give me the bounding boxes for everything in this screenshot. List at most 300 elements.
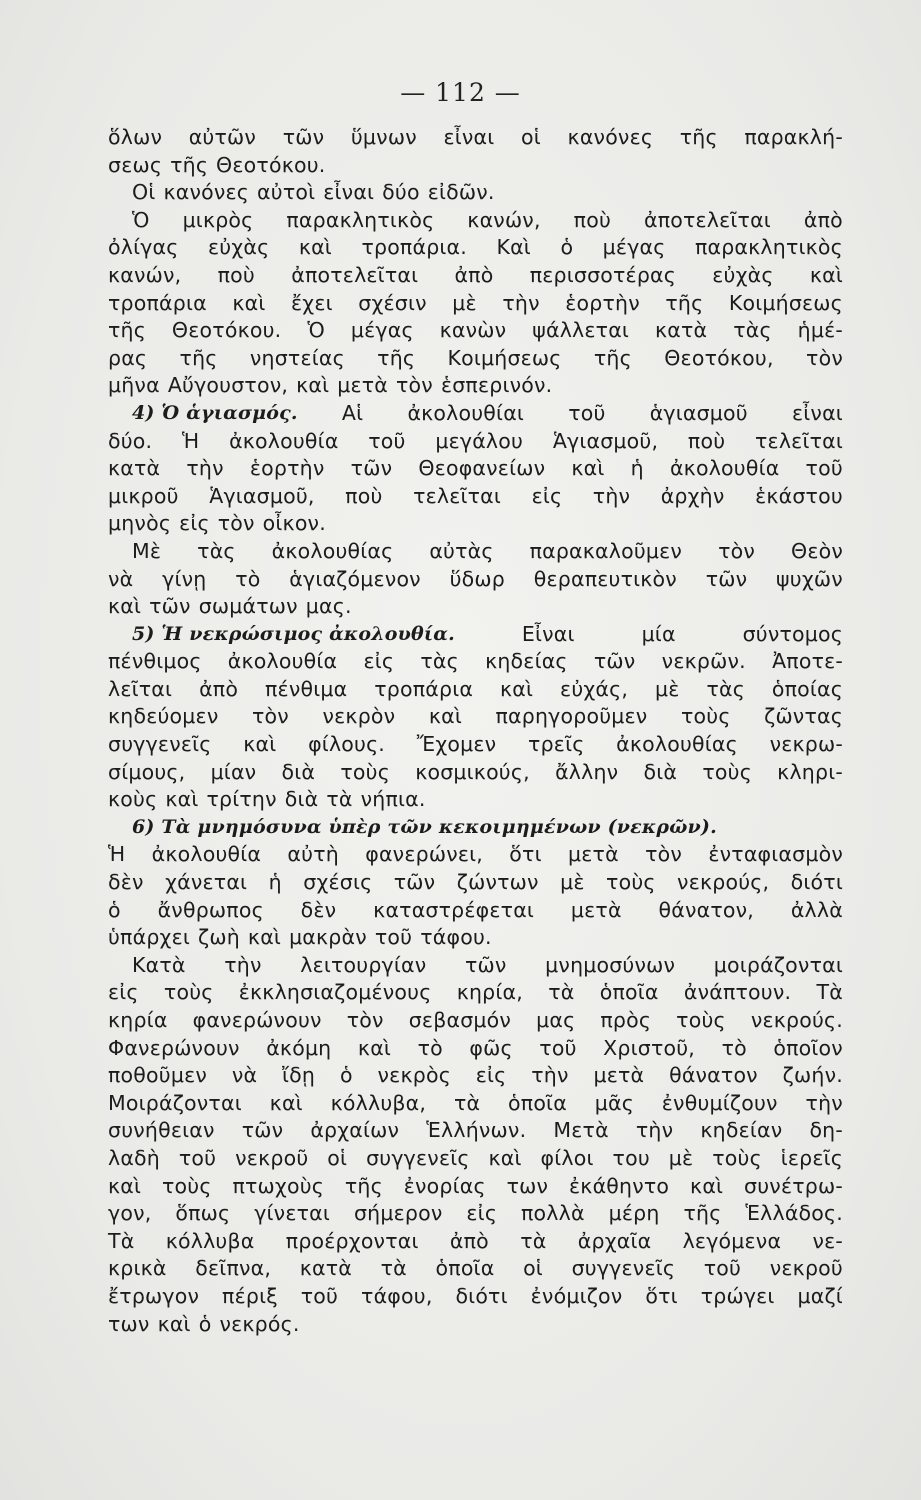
word: σωμάτων: [198, 594, 298, 619]
word: τελεῖται: [413, 483, 502, 508]
text-line: [108, 152, 843, 180]
word: Κατὰ: [132, 952, 186, 977]
word: τὸ: [721, 1035, 747, 1060]
word: μέγας: [350, 318, 414, 343]
word: ὁ: [339, 1063, 353, 1088]
word: κανών,: [467, 207, 541, 232]
text-line: [108, 400, 843, 428]
word: Ἡ: [182, 428, 200, 453]
word: τῶν: [393, 870, 436, 895]
word: Ὁ: [132, 207, 150, 232]
word: ποὺ: [573, 207, 612, 232]
word: ἐκκλησιαζομένους: [238, 980, 432, 1005]
text-line: [108, 1228, 843, 1256]
word: μέγας: [602, 235, 666, 260]
word: οἶκον.: [262, 511, 326, 536]
word: κατὰ: [108, 456, 161, 481]
text-line: [108, 290, 843, 318]
text-line: [108, 538, 843, 566]
section-heading: 4) Ὁ ἁγιασμός.: [132, 401, 298, 424]
page-number: — 112 —: [400, 78, 521, 107]
word: Θεοφανείων: [418, 456, 546, 481]
word: ἀκολουθίαι: [407, 400, 525, 425]
text-line: [108, 1283, 843, 1311]
word: ἑορτὴν: [249, 456, 325, 481]
word: οἱ: [523, 1256, 543, 1281]
word: διότι: [455, 1283, 508, 1308]
word: νηστείας: [249, 345, 345, 370]
word: εὐχὰς: [207, 235, 270, 260]
word: κηδεύομεν: [108, 704, 219, 729]
text-line: [108, 372, 843, 400]
word: ὅπως: [175, 1201, 231, 1226]
word: τοῦ: [539, 1035, 577, 1060]
word: ρας: [108, 345, 148, 370]
word: τοῦ: [805, 456, 843, 481]
word: λεγόμενα: [682, 1228, 782, 1253]
word: τῆς: [108, 318, 146, 343]
word: Καὶ: [496, 235, 531, 260]
word: δύο: [382, 180, 420, 205]
word: ὕμνων: [350, 125, 417, 149]
word: θάνατον: [669, 1063, 758, 1088]
text-line: [108, 1311, 843, 1339]
word: Οἱ: [132, 180, 156, 205]
text-line: [108, 924, 843, 952]
word: ὅτι: [645, 1283, 678, 1308]
text-line: [108, 676, 843, 704]
text-line: [108, 897, 843, 925]
word: ἀρχαῖα: [577, 1228, 652, 1253]
word: ὅλων: [108, 125, 163, 149]
word: ὁποῖα: [599, 980, 659, 1005]
word: ἀκολουθίας: [616, 732, 738, 757]
word: τῶν: [350, 456, 393, 481]
word: Θεοτόκου,: [664, 345, 774, 370]
word: νεκρούς.: [750, 1008, 843, 1032]
word: ἡ: [630, 456, 644, 481]
word: ὁ: [198, 1311, 212, 1336]
word: Κοιμήσεως: [728, 290, 843, 315]
word: τοὺς: [162, 1173, 212, 1198]
word: τοὺς: [712, 1145, 762, 1170]
word: συνέτρω-: [744, 1173, 843, 1198]
text-line: [108, 455, 843, 483]
word: Ἁγιασμοῦ,: [552, 428, 659, 453]
word: τὸν: [252, 704, 289, 729]
text-line: [108, 1145, 843, 1173]
word: τοῦ: [368, 428, 406, 453]
word: μῆνα: [108, 373, 160, 398]
word: περισσοτέρας: [529, 262, 676, 287]
word: τὰ: [326, 787, 353, 812]
word: τὸν: [396, 373, 433, 398]
word: τοῦ: [300, 1283, 339, 1308]
word: τὰς: [420, 649, 459, 674]
word: ἀκολουθία: [227, 649, 338, 674]
word: ἄλλην: [555, 759, 619, 784]
word: καὶ: [488, 1145, 522, 1170]
word: κανόνες: [567, 125, 654, 149]
word: μετὰ: [593, 1063, 645, 1088]
word: τοὺς: [340, 759, 390, 784]
word: κηδείαν: [700, 1118, 783, 1143]
word: εὐχάς,: [560, 676, 629, 701]
word: τῆς: [377, 345, 416, 370]
word: εὐχὰς: [712, 262, 774, 287]
word: ὁποῖον: [773, 1035, 843, 1060]
word: κοσμικούς,: [415, 759, 530, 784]
text-line: [108, 207, 843, 235]
word: ἄνθρωπος: [157, 897, 264, 922]
word: μετὰ: [568, 842, 619, 867]
text-line: [108, 1200, 843, 1228]
text-line: [108, 1090, 843, 1118]
word: τάφου.: [420, 925, 492, 950]
word: Χριστοῦ,: [603, 1035, 696, 1060]
word: μέρη: [608, 1201, 660, 1226]
word: καὶ: [357, 1035, 392, 1060]
word: τοῦ: [568, 400, 606, 425]
text-line: [108, 759, 843, 787]
word: τροπάρια: [108, 290, 207, 315]
word: σύντομος: [742, 621, 843, 646]
word: τελεῖται: [755, 428, 843, 453]
word: Φανερώνουν: [108, 1035, 240, 1060]
word: εἰς: [475, 1063, 507, 1088]
word: καὶ: [247, 925, 282, 950]
text-line: [108, 731, 843, 759]
word: τὰ: [520, 1228, 547, 1253]
word: παρακλή-: [744, 125, 843, 149]
word: τὸ: [417, 1035, 443, 1060]
word: συνήθειαν: [108, 1118, 215, 1143]
word: κρικὰ: [108, 1256, 167, 1281]
word: καταστρέφεται: [373, 897, 535, 922]
word: τοὺς: [702, 759, 752, 784]
word: πένθιμα: [265, 676, 348, 701]
text-line: [108, 869, 843, 897]
text-line: [108, 1255, 843, 1283]
word: μὲ: [668, 1145, 694, 1170]
word: αὐτὴ: [287, 842, 339, 867]
word: τὰς: [197, 538, 236, 563]
word: οἱ: [521, 125, 541, 149]
word: μικροῦ: [108, 483, 179, 508]
word: Θεὸν: [790, 538, 843, 563]
word: ὕδωρ: [449, 566, 505, 591]
word: μὲ: [560, 870, 585, 895]
word: των: [108, 1311, 150, 1336]
word: ἡμέ-: [797, 318, 843, 343]
word: τοὺς: [163, 980, 214, 1005]
word: νεκροῦ: [769, 1256, 843, 1281]
text-line: [108, 1007, 843, 1035]
word: διότι: [790, 870, 843, 895]
word: Ἑλλήνων.: [426, 1118, 527, 1143]
word: εἰς: [108, 980, 139, 1005]
word: ποθοῦμεν: [108, 1063, 208, 1088]
word: ὁποίας: [771, 676, 843, 701]
word: τῶν: [149, 594, 191, 619]
word: σεως: [108, 152, 163, 177]
word: τρεῖς: [528, 732, 585, 757]
word: κατὰ: [655, 318, 708, 343]
word: ποὺ: [687, 428, 726, 453]
word: νὰ: [231, 1063, 258, 1088]
word: λαδὴ: [108, 1145, 160, 1170]
word: ἀρχαίων: [310, 1118, 400, 1143]
word: ἐνθυμίζουν: [661, 1090, 778, 1115]
word: Τὰ: [816, 980, 843, 1005]
word: μακρὰν: [289, 925, 367, 950]
word: ἴδῃ: [282, 1063, 316, 1088]
word: τῆς: [344, 1173, 383, 1198]
section-heading: 5) Ἡ νεκρώσιμος ἀκολουθία.: [132, 622, 455, 645]
word: μίαν: [210, 759, 257, 784]
word: ζωήν.: [782, 1063, 843, 1088]
word: τῆς: [683, 1201, 722, 1226]
word: τὰς: [706, 676, 745, 701]
word: Μὲ: [132, 538, 162, 563]
word: μας: [536, 1008, 576, 1032]
word: σχέσιν: [358, 290, 427, 315]
text-line: [108, 262, 843, 290]
word: τὰ: [453, 1090, 481, 1115]
word: Κοιμήσεως: [447, 345, 562, 370]
word: Εἶναι: [521, 621, 575, 646]
word: εἶναι: [443, 125, 495, 149]
word: μοιράζονται: [713, 952, 843, 977]
word: τὸν: [346, 1008, 384, 1032]
word: κηρία,: [456, 980, 523, 1005]
word: ἔτρωγον: [108, 1283, 200, 1308]
word: ἐνορίας: [403, 1173, 486, 1198]
word: καὶ: [571, 456, 605, 481]
word: εἰς: [531, 483, 563, 508]
word: τὸν: [217, 511, 255, 536]
word: Ἀποτε-: [772, 649, 843, 674]
word: τῶν: [705, 566, 748, 591]
word: ἀποτελεῖται: [643, 207, 771, 232]
text-line: [108, 428, 843, 456]
word: ποὺ: [217, 262, 255, 287]
text-line: [108, 510, 843, 538]
word: τοὺς: [606, 870, 656, 895]
word: πολλὰ: [521, 1201, 585, 1226]
word: τῶν: [241, 1118, 284, 1143]
word: ψάλλεται: [532, 318, 630, 343]
word: ἐκάθηντο: [569, 1173, 670, 1198]
word: τῆς: [665, 290, 704, 315]
word: ἀκολουθία: [669, 456, 780, 481]
word: ἀλλὰ: [790, 897, 843, 922]
word: Αὔγουστον,: [167, 373, 289, 398]
word: σίμους,: [108, 759, 186, 784]
word: τῶν: [282, 125, 325, 149]
word: ζωὴ: [198, 925, 240, 950]
word: αὐτοὶ: [257, 180, 316, 205]
word: των: [506, 1173, 549, 1198]
text-line: [108, 345, 843, 373]
text-line: [108, 1035, 843, 1063]
word: συγγενεῖς: [571, 1256, 676, 1281]
word: μετὰ: [337, 373, 388, 398]
word: καὶ: [428, 704, 462, 729]
word: τὸ: [235, 566, 261, 591]
word: Ἔχομεν: [416, 732, 497, 757]
word: τὰ: [548, 980, 575, 1005]
word: τρίτην: [206, 787, 277, 812]
word: Ἡ: [108, 842, 126, 867]
word: του: [612, 1145, 650, 1170]
text-line: [108, 566, 843, 594]
word: τῆς: [593, 345, 632, 370]
word: νεκρω-: [769, 732, 843, 757]
word: καὶ: [809, 262, 843, 287]
word: παρακλητικὸς: [694, 235, 843, 260]
text-line: [108, 483, 843, 511]
word: ἀκόμη: [266, 1035, 332, 1060]
word: νεκρῶν.: [661, 649, 746, 674]
word: προέρχονται: [285, 1228, 419, 1253]
text-line: [108, 124, 843, 152]
text-line: [108, 786, 843, 814]
word: τὴν: [186, 456, 224, 481]
word: κηδείας: [485, 649, 568, 674]
text-line: [108, 814, 843, 842]
text-line: [108, 952, 843, 980]
word: τὴν: [224, 952, 262, 977]
word: εἰδῶν.: [427, 180, 495, 205]
word: σήμερον: [353, 1201, 443, 1226]
word: τὸν: [718, 538, 755, 563]
word: καὶ: [690, 1173, 724, 1198]
word: ζώντων: [456, 870, 539, 895]
text-line: [108, 648, 843, 676]
word: μας.: [305, 594, 352, 619]
text-line: [108, 841, 843, 869]
word: ὀλίγας: [108, 235, 179, 260]
word: σεβασμόν: [408, 1008, 512, 1032]
word: μηνὸς: [108, 511, 172, 536]
word: ὁ: [560, 235, 574, 260]
word: αὐτὰς: [429, 538, 494, 563]
text-line: [108, 979, 843, 1007]
word: μαζί: [797, 1283, 843, 1308]
word: δὲν: [108, 870, 144, 895]
word: καὶ: [298, 235, 332, 260]
word: λειτουργίαν: [300, 952, 427, 977]
section-heading: 6) Τὰ μνημόσυνα ὑπὲρ τῶν κεκοιμημένων (νεκρῶν).: [132, 815, 717, 838]
word: ἀκολουθίας: [271, 538, 394, 563]
word: εἶναι: [792, 400, 843, 425]
word: δύο.: [108, 428, 153, 453]
word: θάνατον,: [658, 897, 754, 922]
word: Ἑλλάδος.: [745, 1201, 843, 1226]
word: ἀνάπτουν.: [683, 980, 792, 1005]
word: ἀποτελεῖται: [291, 262, 419, 287]
word: κόλλυβα,: [330, 1090, 427, 1115]
word: τοὺς: [676, 1008, 726, 1032]
word: δεῖπνα,: [195, 1256, 272, 1281]
word: γον,: [108, 1201, 152, 1226]
word: τοῦ: [374, 925, 413, 950]
word: ψυχῶν: [776, 566, 843, 591]
word: σχέσις: [303, 870, 373, 895]
word: εἶναι: [323, 180, 375, 205]
word: ἐνταφιασμὸν: [708, 842, 843, 867]
word: μὲ: [452, 290, 477, 315]
word: Μετὰ: [553, 1118, 609, 1143]
word: ἱερεῖς: [780, 1145, 843, 1170]
word: ὑπάρχει: [108, 925, 190, 950]
word: εἰς: [363, 649, 395, 674]
word: τοὺς: [680, 704, 731, 729]
text-line: [108, 317, 843, 345]
word: ὅτι: [509, 842, 542, 867]
word: νεκρὸν: [322, 704, 396, 729]
word: φανερώνουν: [192, 1008, 322, 1032]
word: δη-: [809, 1118, 843, 1143]
word: εἰς: [466, 1201, 498, 1226]
word: φίλους.: [308, 732, 386, 757]
word: μεγάλου: [435, 428, 524, 453]
word: αὐτῶν: [188, 125, 257, 149]
word: φίλοι: [540, 1145, 594, 1170]
text-line: [108, 593, 843, 621]
word: ἀπὸ: [803, 207, 843, 232]
word: μικρὸς: [182, 207, 254, 232]
word: ἀπὸ: [199, 676, 239, 701]
word: Θεοτόκου.: [216, 152, 326, 177]
word: δὲν: [300, 897, 337, 922]
word: Μοιράζονται: [108, 1090, 242, 1115]
body-text: [108, 124, 843, 1338]
word: νὰ: [108, 566, 134, 591]
word: ἀπὸ: [454, 262, 494, 287]
word: ἡ: [268, 870, 282, 895]
word: τάφου,: [361, 1283, 433, 1308]
word: παρακλητικὸς: [286, 207, 435, 232]
word: νεκρὸς: [377, 1063, 451, 1088]
word: οἱ: [327, 1145, 348, 1170]
word: ἀκολουθία: [229, 428, 339, 453]
word: ὁποῖα: [435, 1256, 495, 1281]
word: νεκροῦ: [235, 1145, 309, 1170]
word: κανόνες: [163, 180, 250, 205]
word: ἁγιασμοῦ: [649, 400, 748, 425]
word: νεκρός.: [219, 1311, 300, 1336]
word: καὶ: [165, 787, 199, 812]
word: τοῦ: [178, 1145, 217, 1170]
word: Θεοτόκου.: [171, 318, 282, 343]
word: θεραπευτικὸν: [533, 566, 677, 591]
word: ἑορτὴν: [565, 290, 640, 315]
word: συγγενεῖς: [366, 1145, 470, 1170]
word: ἀρχὴν: [660, 483, 725, 508]
word: τῶν: [465, 952, 507, 977]
word: πέριξ: [222, 1283, 278, 1308]
word: ἀκολουθία: [151, 842, 262, 867]
word: νήπια.: [360, 787, 426, 812]
word: μὲ: [655, 676, 680, 701]
word: ζῶντας: [764, 704, 843, 729]
word: κόλλυβα: [165, 1228, 255, 1253]
word: τροπάρια: [374, 676, 474, 701]
word: νε-: [812, 1228, 843, 1253]
word: λεῖται: [108, 676, 173, 701]
